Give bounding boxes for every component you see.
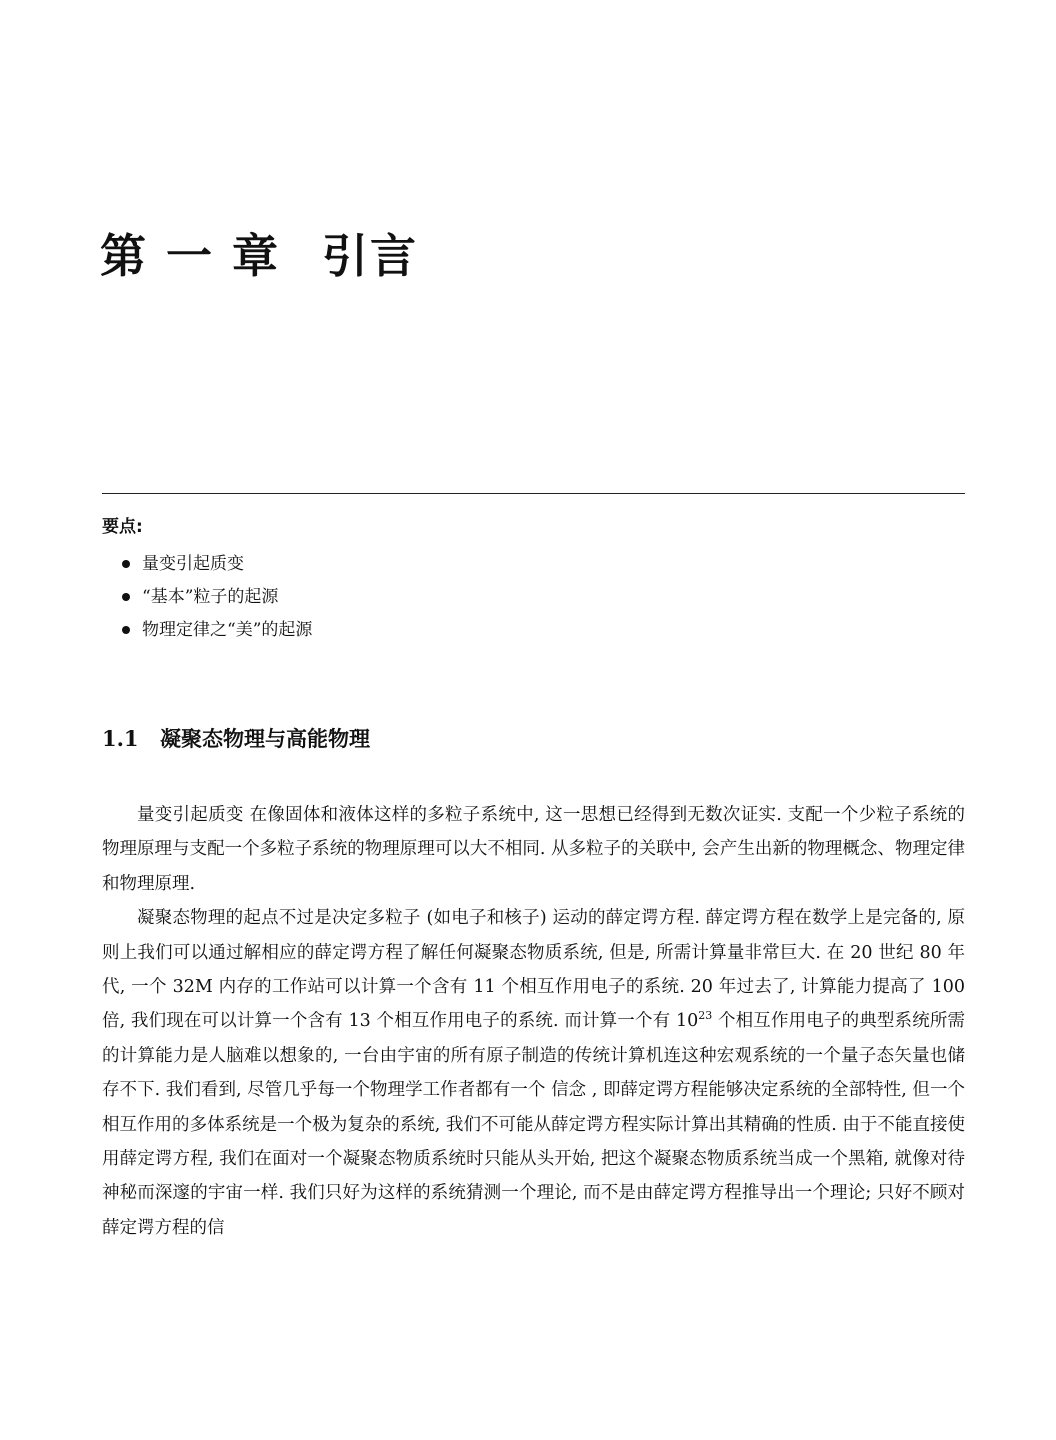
bullet-icon: [122, 560, 130, 568]
paragraph-lead: 量变引起质变: [137, 805, 244, 825]
horizontal-rule: [102, 493, 965, 494]
paragraph-text-a: 凝聚态物理的起点不过是决定多粒子 (如电子和核子) 运动的薛定谔方程. 薛定谔方程在数学上是完备的, 原则上我们可以通过解相应的薛定谔方程了解任何凝聚态物质系统, 但是, 所需计算量非常巨大. 在 20 世纪 80 年代, 一个 32M 内存的工作站可以计算一个含有 11 个相互作用电子的系统. 20 年过去了, 计算能力提高了 100 倍, 我们现在可以计算一个含有 13 个相互作用电子的系统. 而计算一个有 10: [102, 908, 965, 1032]
paragraph-2: [102, 901, 965, 1245]
list-item: [118, 614, 312, 647]
section-number: 1.1: [102, 726, 139, 751]
list-item: [118, 581, 312, 614]
body-text: [102, 798, 965, 1245]
keypoints-list: [118, 548, 312, 647]
section-title: 凝聚态物理与高能物理: [160, 727, 370, 751]
chapter-title-text: 引言: [322, 229, 419, 283]
paragraph-1: [102, 798, 965, 901]
exponent: 23: [698, 1009, 713, 1023]
paragraph-text-b: 个相互作用电子的典型系统所需的计算能力是人脑难以想象的, 一台由宇宙的所有原子制造的传统计算机连这种宏观系统的一个量子态矢量也储存不下. 我们看到, 尽管几乎每一个物理学工作者都有一个 信念 , 即薛定谔方程能够决定系统的全部特性, 但一个相互作用的多体系统是一个极为复杂的系统, 我们不可能从薛定谔方程实际计算出其精确的性质. 由于不能直接使用薛定谔方程, 我们在面对一个凝聚态物质系统时只能从头开始, 把这个凝聚态物质系统当成一个黑箱, 就像对待神秘而深邃的宇宙一样. 我们只好为这样的系统猜测一个理论, 而不是由薛定谔方程推导出一个理论; 只好不顾对薛定谔方程的信: [102, 1011, 966, 1238]
list-item: [118, 548, 312, 581]
section-heading: [102, 722, 370, 756]
keypoint-text: 物理定律之“美”的起源: [142, 620, 313, 640]
paragraph-text: 在像固体和液体这样的多粒子系统中, 这一思想已经得到无数次证实. 支配一个少粒子系统的物理原理与支配一个多粒子系统的物理原理可以大不相同. 从多粒子的关联中, 会产生出新的物理概念、物理定律和物理原理.: [102, 805, 966, 894]
chapter-title: [100, 226, 418, 286]
chapter-number-label: 第 一 章: [100, 229, 281, 283]
bullet-icon: [122, 593, 130, 601]
keypoints-heading: 要点:: [102, 517, 143, 537]
keypoint-text: “基本”粒子的起源: [142, 587, 279, 607]
keypoint-text: 量变引起质变: [142, 554, 244, 574]
bullet-icon: [122, 626, 130, 634]
